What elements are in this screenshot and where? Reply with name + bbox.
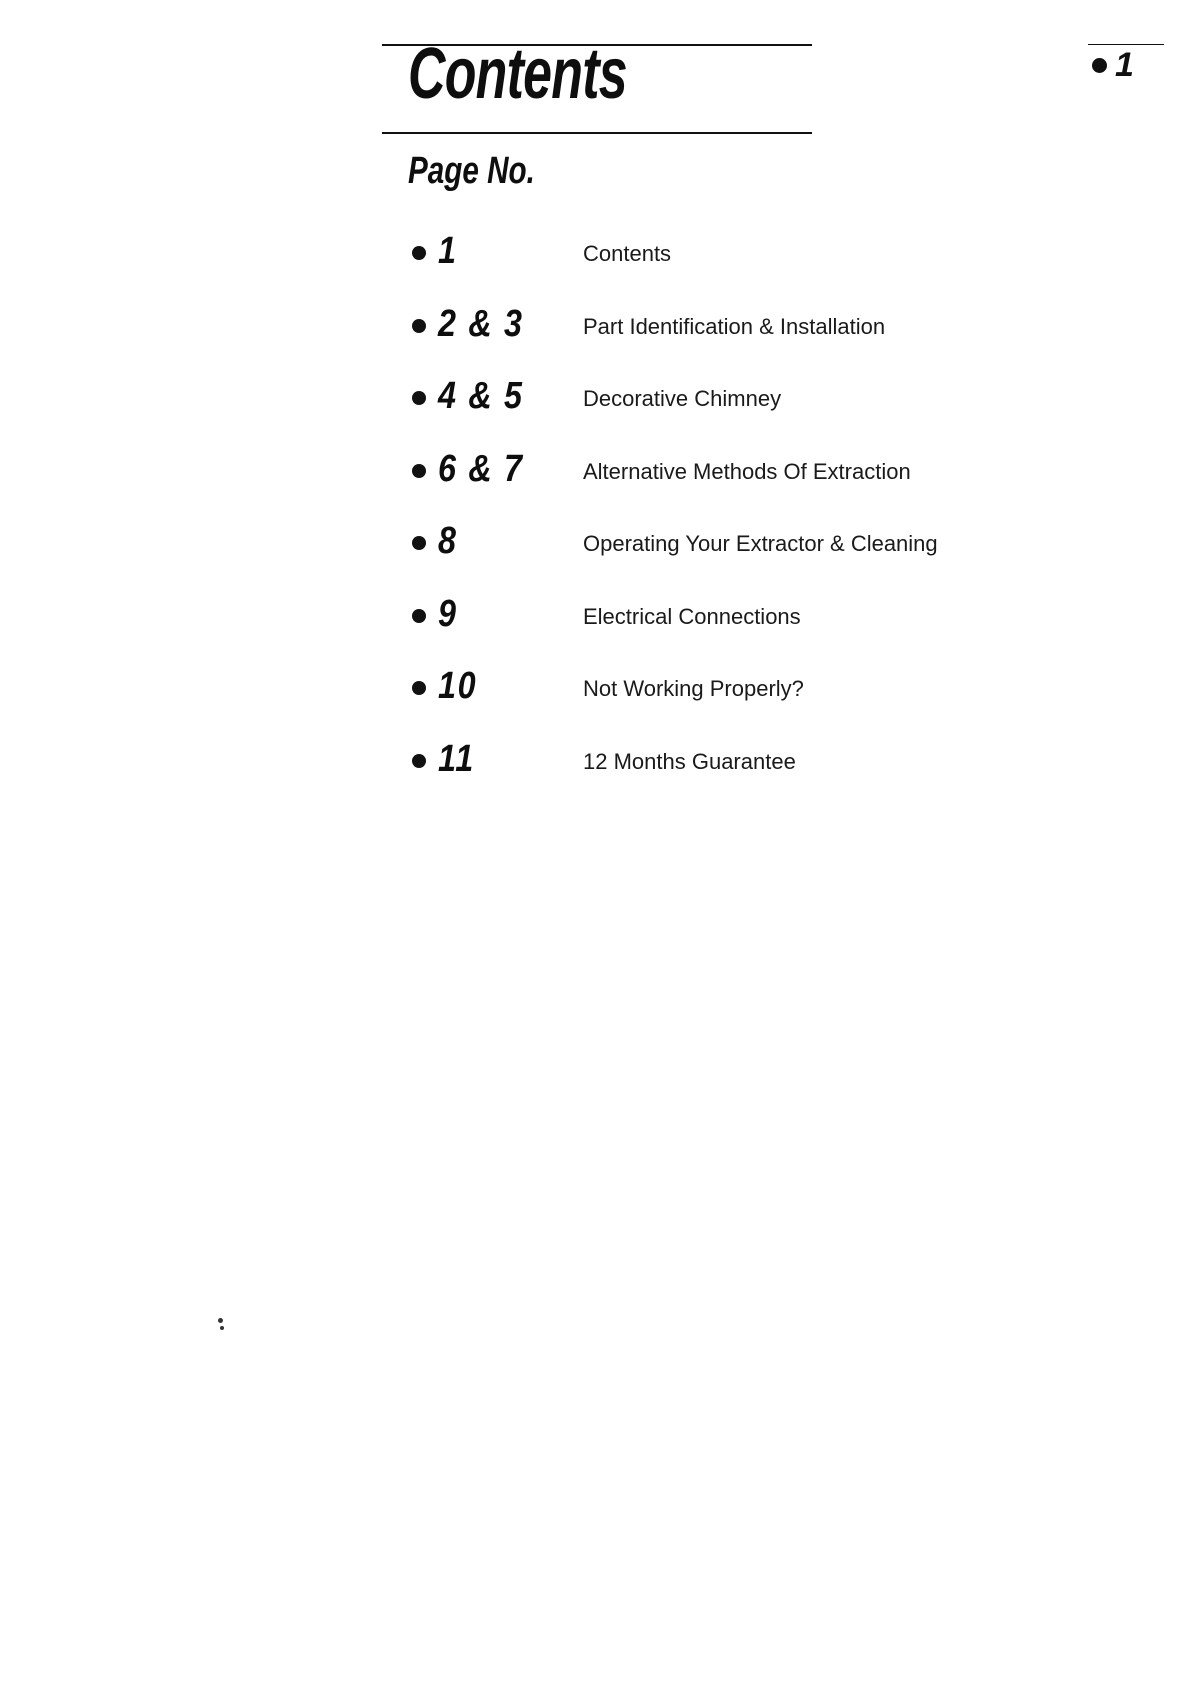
title-bottom-rule [382,132,812,134]
bullet-icon [412,464,426,478]
bullet-icon [412,391,426,405]
bullet-icon [1092,58,1107,73]
toc-entry [408,667,1028,740]
page-title: Contents [408,34,627,114]
bullet-icon [412,319,426,333]
toc-entry [408,447,1028,523]
toc-entry [408,302,1028,378]
toc-entry [408,522,1028,595]
toc-page-numbers: 11 [438,737,475,780]
bullet-icon [412,536,426,550]
toc-page-numbers: 8 [438,520,458,562]
toc-section-title: Electrical Connections [583,603,801,629]
toc-section-title: Contents [583,241,672,266]
page-number-rule [1088,44,1164,45]
toc-section-title: Not Working Properly? [583,676,804,701]
toc-section-title: Alternative Methods Of Extraction [583,458,911,484]
toc-section-title: Operating Your Extractor & Cleaning [583,531,938,556]
toc-entry [408,592,1028,668]
bullet-icon [412,246,426,260]
scan-speck [220,1326,224,1330]
toc-page-numbers: 6 & 7 [438,447,524,490]
page-number [1092,48,1134,82]
toc-section-title: 12 Months Guarantee [583,748,796,774]
toc-page-numbers: 10 [438,665,478,707]
toc-section-title: Part Identification & Installation [583,313,886,339]
toc-entry [408,377,1028,450]
page-number-value: 1 [1115,46,1134,84]
toc-page-numbers: 1 [438,230,458,272]
bullet-icon [412,609,426,623]
table-of-contents [408,232,1028,812]
toc-entry [408,232,1028,305]
toc-page-numbers: 2 & 3 [438,302,524,345]
toc-entry [408,737,1028,813]
toc-page-numbers: 4 & 5 [438,375,524,417]
scan-speck [218,1318,223,1323]
page-no-heading: Page No. [408,150,535,192]
bullet-icon [412,681,426,695]
toc-section-title: Decorative Chimney [583,386,782,411]
bullet-icon [412,754,426,768]
toc-page-numbers: 9 [438,592,458,635]
